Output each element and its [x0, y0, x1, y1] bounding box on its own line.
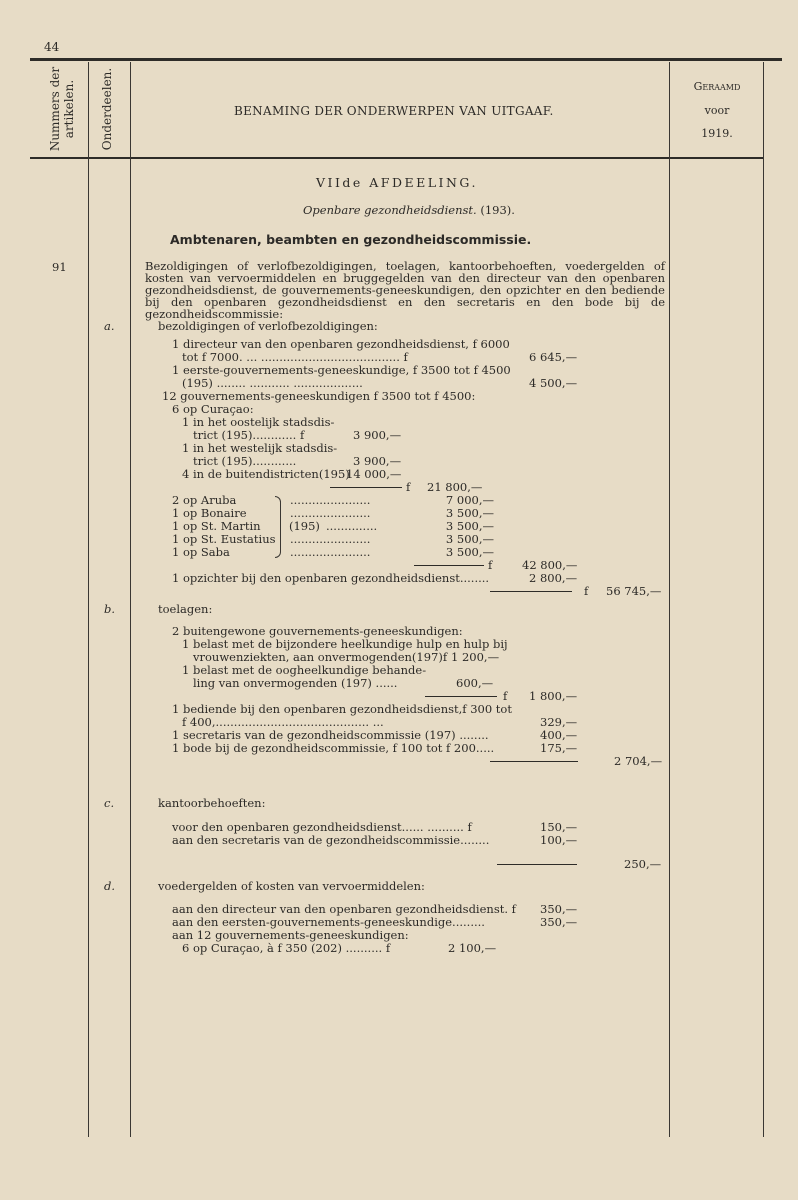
section-subtitle-ref: (193). — [480, 203, 515, 217]
island-value-bonaire: 3 500,— — [445, 506, 494, 520]
part-b-letter: b. — [104, 602, 116, 616]
header-estimate-line2: voor — [704, 104, 730, 117]
islands-brace — [275, 496, 281, 558]
part-a-value2: 6 645,— — [529, 350, 578, 364]
section-heading: Ambtenaren, beambten en gezondheidscommissie. — [170, 232, 532, 247]
part-a-f12: f — [406, 480, 411, 494]
island-dots-aruba: ...................... — [290, 493, 371, 507]
top-rule — [30, 58, 782, 61]
part-a-line5: 12 gouvernements-geneeskundigen f 3500 tot f 4500: — [162, 389, 476, 403]
part-a-line19: 1 opzichter bij den openbaren gezondheidsdienst........ — [172, 571, 490, 585]
part-d-value1: 350,— — [540, 902, 578, 916]
part-c-line1: voor den openbaren gezondheidsdienst...... .......... f — [172, 820, 472, 834]
part-a-line7: 1 in het oostelijk stadsdis- — [182, 415, 335, 429]
section-title: VIIde AFDEELING. — [316, 175, 478, 190]
article-number: 91 — [52, 260, 67, 274]
island-value-saba: 3 500,— — [445, 545, 494, 559]
part-b-subtotal-rule — [425, 696, 497, 697]
part-c-letter: c. — [104, 796, 115, 810]
header-estimate-line3: 1919. — [701, 127, 733, 140]
part-d-value2: 350,— — [540, 915, 578, 929]
part-c-value2: 100,— — [540, 833, 578, 847]
part-c-total: 250,— — [624, 857, 662, 871]
part-b-value8: 329,— — [540, 715, 578, 729]
island-aruba: 2 op Aruba — [172, 493, 237, 507]
part-a-value12: 21 800,— — [427, 480, 483, 494]
part-a-line9: 1 in het westelijk stadsdis- — [182, 441, 338, 455]
island-dots-saba: ...................... — [290, 545, 371, 559]
part-a-value18: 42 800,— — [522, 558, 578, 572]
part-a-line4: (195) ........ ........... ................... — [182, 376, 363, 390]
island-st-eustatius: 1 op St. Eustatius — [172, 532, 276, 546]
part-a-value11: 14 000,— — [346, 467, 402, 481]
island-value-aruba: 7 000,— — [445, 493, 494, 507]
part-d-line3: aan 12 gouvernements-geneeskundigen: — [172, 928, 409, 942]
part-c-total-rule — [497, 864, 577, 865]
part-a-letter: a. — [104, 319, 115, 333]
island-dots-st-eustatius: ...................... — [290, 532, 371, 546]
island-bonaire: 1 op Bonaire — [172, 506, 247, 520]
column-rule-3 — [669, 62, 670, 1137]
part-b-value6: 1 800,— — [529, 689, 578, 703]
part-a-subtotal-rule2 — [414, 565, 484, 566]
island-st-martin: 1 op St. Martin — [172, 519, 261, 533]
part-a-subtotal-rule1 — [330, 487, 402, 488]
header-description: BENAMING DER ONDERWERPEN VAN UITGAAF. — [234, 104, 554, 118]
header-estimate-line1: Geraamd — [693, 80, 741, 93]
part-b-line5: ling van onvermogenden (197) ...... — [193, 676, 398, 690]
part-a-line1: 1 directeur van den openbaren gezondheidsdienst, f 6000 — [172, 337, 510, 351]
part-b-line9: 1 secretaris van de gezondheidscommissie (197) ........ — [172, 728, 489, 742]
column-rule-2 — [130, 62, 131, 1137]
part-b-line2: 1 belast met de bijzondere heelkundige hulp en hulp bij — [182, 637, 508, 651]
part-b-total-rule — [490, 761, 578, 762]
part-a-line10: trict (195)............ — [193, 454, 297, 468]
part-a-line8: trict (195)............ f — [193, 428, 305, 442]
part-d-letter: d. — [104, 879, 116, 893]
island-ref: (195) — [289, 519, 320, 533]
part-b-line8: f 400,.......................................... ... — [182, 715, 384, 729]
part-a-value4: 4 500,— — [529, 376, 578, 390]
island-dots-bonaire: ...................... — [290, 506, 371, 520]
part-d-line1: aan den directeur van den openbaren gezondheidsdienst. f — [172, 902, 516, 916]
part-a-label: bezoldigingen of verlofbezoldigingen: — [158, 319, 378, 333]
part-b-value3: 1 200,— — [451, 650, 500, 664]
part-a-line3: 1 eerste-gouvernements-geneeskundige, f 3500 tot f 4500 — [172, 363, 511, 377]
part-b-line1: 2 buitengewone gouvernements-geneeskundigen: — [172, 624, 463, 638]
part-a-value8: 3 900,— — [353, 428, 402, 442]
section-subtitle — [303, 204, 515, 217]
island-saba: 1 op Saba — [172, 545, 230, 559]
part-a-line6: 6 op Curaçao: — [172, 402, 254, 416]
island-value-st-eustatius: 3 500,— — [445, 532, 494, 546]
part-c-value1: 150,— — [540, 820, 578, 834]
part-a-total-rule — [490, 591, 572, 592]
part-b-line3: vrouwenziekten, aan onvermogenden(197)f — [193, 650, 448, 664]
part-a-total: 56 745,— — [606, 584, 662, 598]
header-article-numbers-text: Nummers der artikelen. — [48, 66, 76, 152]
part-b-line4: 1 belast met de oogheelkundige behande- — [182, 663, 427, 677]
section-subtitle-italic: Openbare gezondheidsdienst. — [303, 203, 477, 217]
part-a-line11: 4 in de buitendistricten(195) — [182, 467, 350, 481]
part-d-line4: 6 op Curaçao, à f 350 (202) .......... f — [182, 941, 391, 955]
part-b-total: 2 704,— — [614, 754, 663, 768]
part-d-label: voedergelden of kosten van vervoermiddelen: — [158, 879, 425, 893]
part-d-line2: aan den eersten-gouvernements-geneeskundige......... — [172, 915, 485, 929]
part-a-line2: tot f 7000. ... ...................................... f — [182, 350, 408, 364]
island-value-st-martin: 3 500,— — [445, 519, 494, 533]
part-a-value10: 3 900,— — [353, 454, 402, 468]
part-a-value19: 2 800,— — [529, 571, 578, 585]
column-rule-4 — [763, 62, 764, 1137]
part-a-f20: f — [584, 584, 589, 598]
part-b-value5: 600,— — [456, 676, 494, 690]
part-b-line7: 1 bediende bij den openbaren gezondheidsdienst,f 300 tot — [172, 702, 512, 716]
part-c-label: kantoorbehoeften: — [158, 796, 266, 810]
island-dots-st-martin: .............. — [326, 519, 378, 533]
header-article-numbers — [48, 49, 76, 169]
part-b-line10: 1 bode bij de gezondheidscommissie, f 100 tot f 200..... — [172, 741, 495, 755]
part-c-line2: aan den secretaris van de gezondheidscommissie........ — [172, 833, 490, 847]
header-subdivisions: Onderdeelen. — [100, 67, 114, 151]
part-d-value4: 2 100,— — [448, 941, 497, 955]
part-b-value10: 175,— — [540, 741, 578, 755]
article-intro: Bezoldigingen of verlofbezoldigingen, toelagen, kantoorbehoeften, voedergelden of kosten van vervoermiddelen en bruggegelden van den directeur van den openbaren gezondheidsdienst, de gouvernements-geneeskundigen, den opzichter en den bediende bij den openbaren gezondheidsdienst en den secretaris en den bode bij de gezondheidscommissie: — [145, 259, 665, 321]
part-b-value9: 400,— — [540, 728, 578, 742]
part-b-label: toelagen: — [158, 602, 213, 616]
header-bottom-rule — [30, 157, 764, 159]
part-a-f18: f — [488, 558, 493, 572]
page-number: 44 — [44, 40, 60, 54]
part-b-f6: f — [503, 689, 508, 703]
column-rule-1 — [88, 62, 89, 1137]
